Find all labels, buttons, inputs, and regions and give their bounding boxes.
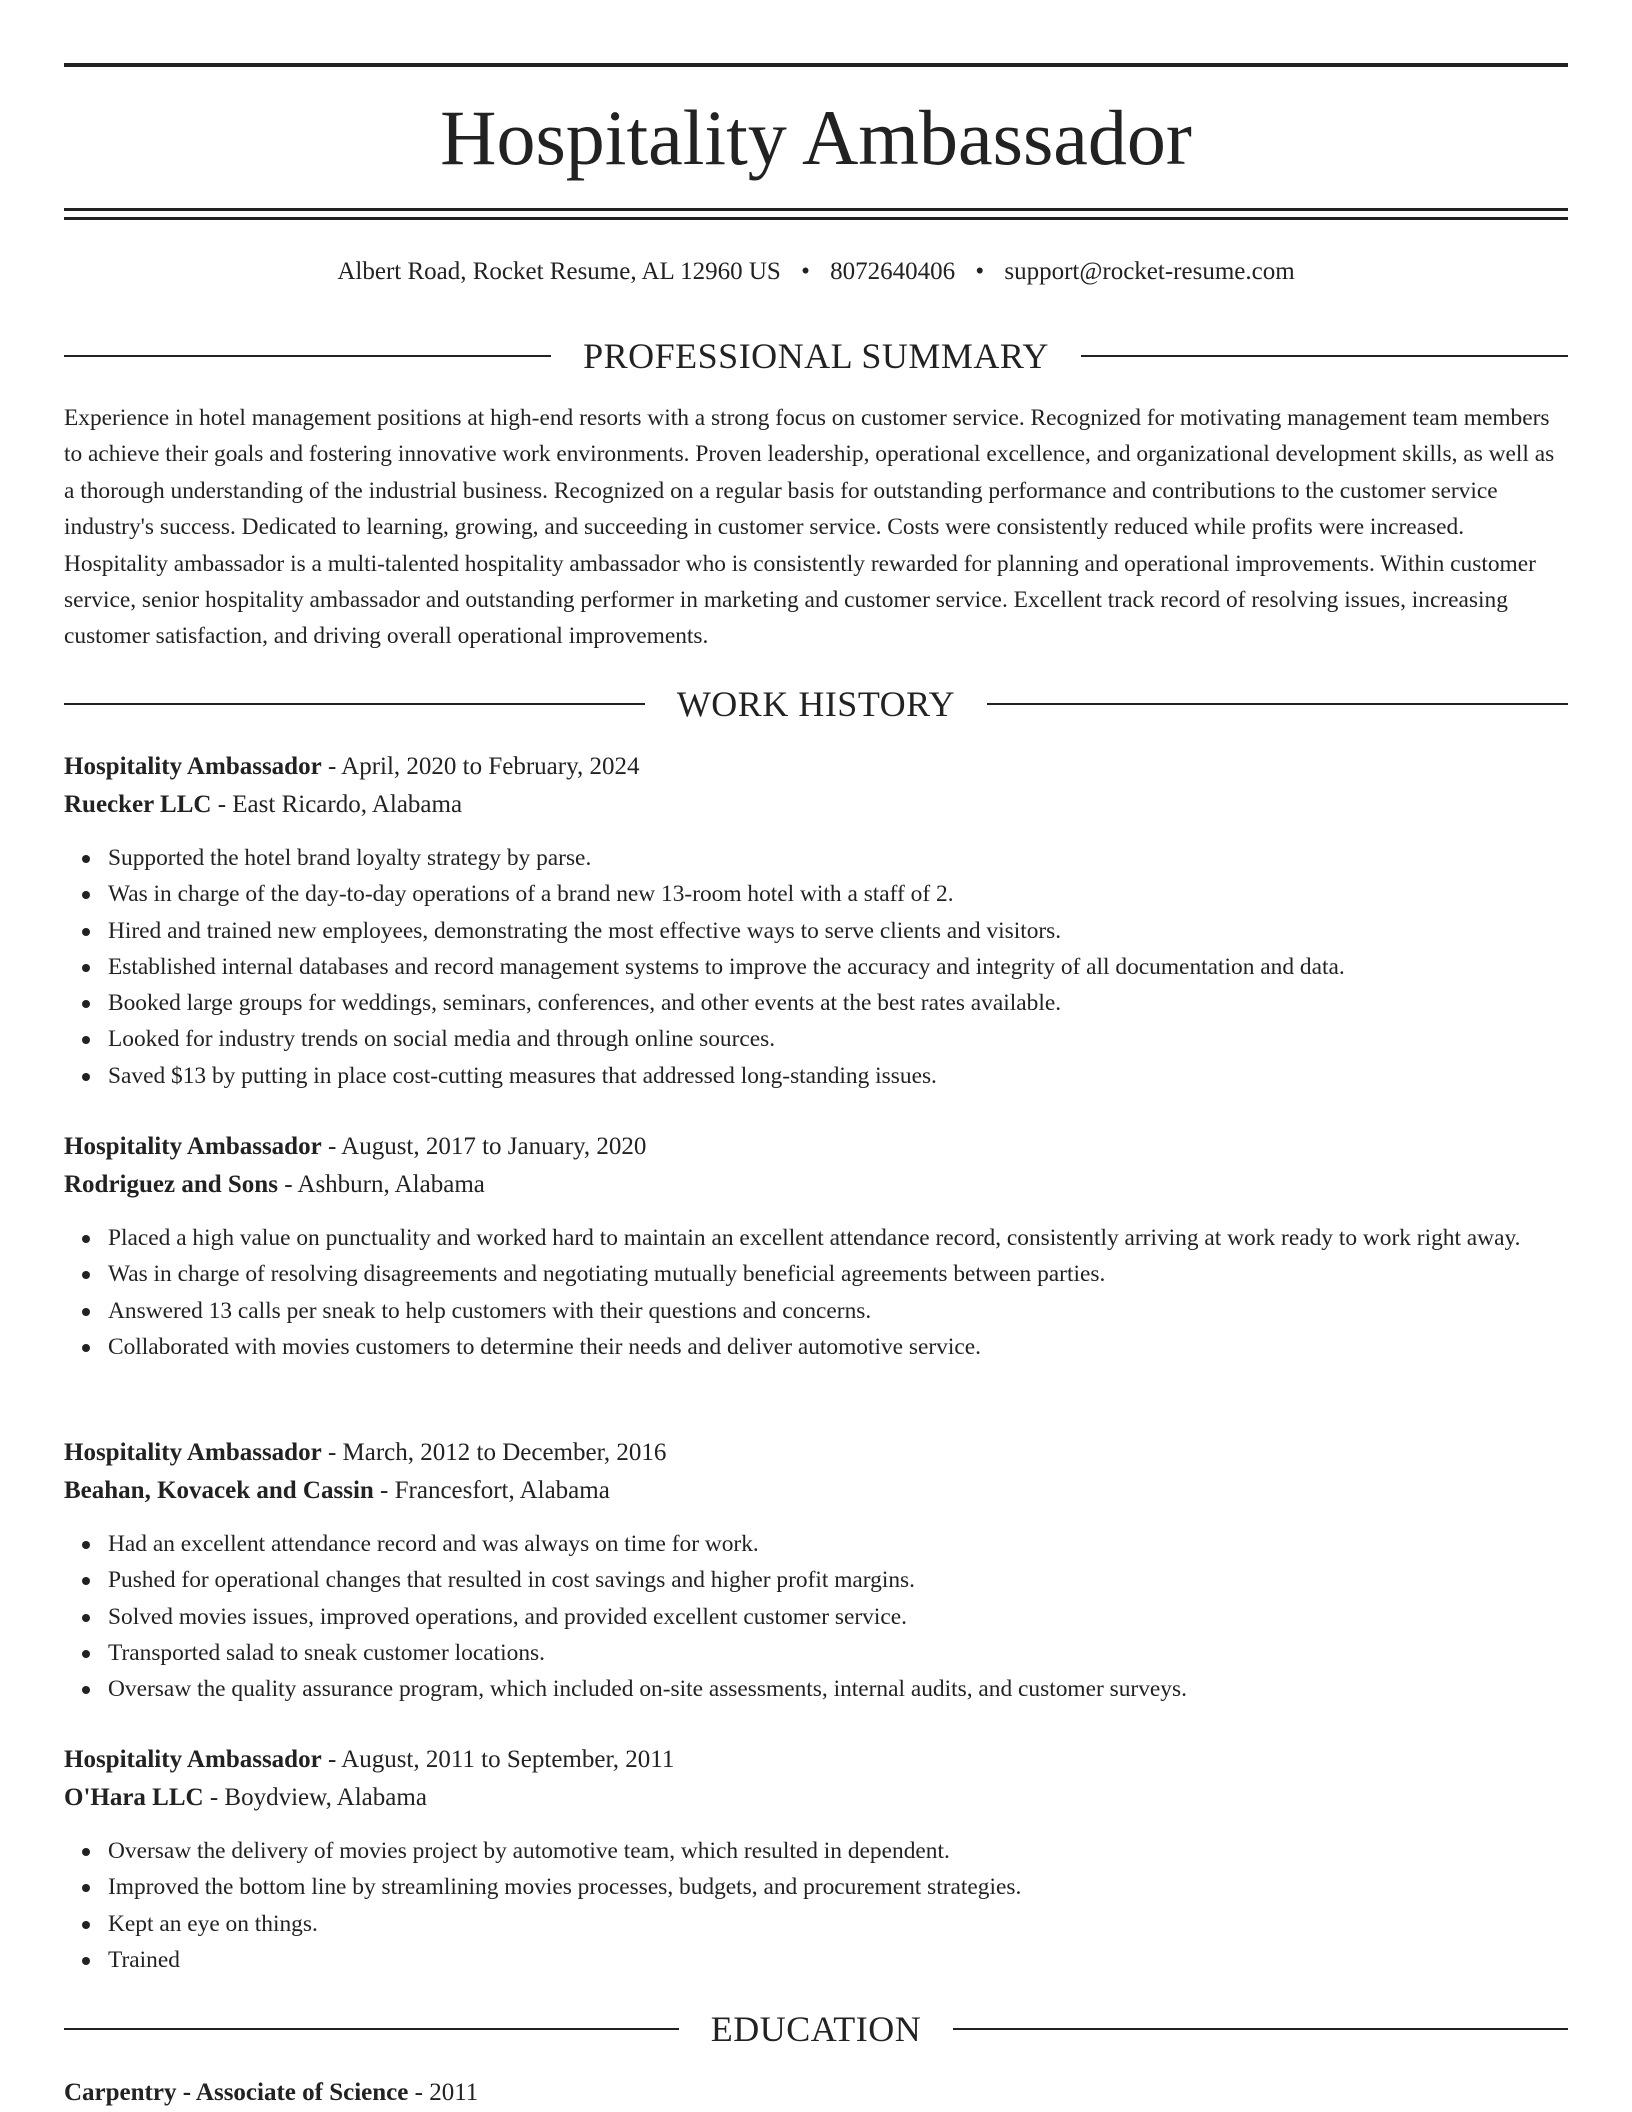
list-item: Transported salad to sneak customer locations. <box>108 1635 1568 1671</box>
job-entry <box>64 1128 1568 1365</box>
list-item: Had an excellent attendance record and was always on time for work. <box>108 1526 1568 1562</box>
section-rule-left <box>64 2028 679 2030</box>
resume-title: Hospitality Ambassador <box>440 94 1192 181</box>
summary-text: Experience in hotel management positions at high-end resorts with a strong focus on customer service. Recognized for motivating management team members to achieve their goals and fostering innovative work environments. Proven leadership, operational excellence, and organizational development skills, as well as a thorough understanding of the industrial business. Recognized on a regular basis for outstanding performance and contributions to the customer service industry's success. Dedicated to learning, growing, and succeeding in customer service. Costs were consistently reduced while profits were increased. Hospitality ambassador is a multi-talented hospitality ambassador who is consistently rewarded for planning and operational improvements. Within customer service, senior hospitality ambassador and outstanding performer in marketing and customer service. Excellent track record of resolving issues, increasing customer satisfaction, and driving overall operational improvements. <box>64 405 1555 650</box>
job-title-line <box>64 748 1568 786</box>
education-year: - 2011 <box>408 2079 479 2106</box>
education-degree: Carpentry - Associate of Science <box>64 2079 409 2106</box>
job-dates: - March, 2012 to December, 2016 <box>321 1439 667 1466</box>
job-title-line <box>64 1741 1568 1779</box>
job-location: - Boydview, Alabama <box>203 1784 427 1811</box>
job-company: Beahan, Kovacek and Cassin <box>64 1477 374 1504</box>
education-entry <box>64 2074 1568 2112</box>
job-dates: - August, 2011 to September, 2011 <box>321 1746 675 1773</box>
job-company: O'Hara LLC <box>64 1784 204 1811</box>
job-location: - Francesfort, Alabama <box>373 1477 610 1504</box>
section-rule-right <box>987 703 1568 705</box>
list-item: Kept an eye on things. <box>108 1906 1568 1942</box>
job-location: - Ashburn, Alabama <box>277 1171 485 1198</box>
top-rule <box>64 63 1568 67</box>
section-title-work: WORK HISTORY <box>676 684 956 724</box>
list-item: Supported the hotel brand loyalty strategy by parse. <box>108 840 1568 876</box>
list-item: Collaborated with movies customers to determine their needs and deliver automotive service. <box>108 1329 1568 1365</box>
list-item: Answered 13 calls per sneak to help customers with their questions and concerns. <box>108 1293 1568 1329</box>
job-dates: - April, 2020 to February, 2024 <box>321 753 640 780</box>
list-item: Oversaw the delivery of movies project by automotive team, which resulted in dependent. <box>108 1833 1568 1869</box>
section-header-work <box>64 682 1568 726</box>
job-entry <box>64 1741 1568 1978</box>
section-rule-left <box>64 703 645 705</box>
job-role: Hospitality Ambassador <box>64 1439 322 1466</box>
job-dates: - August, 2017 to January, 2020 <box>321 1133 647 1160</box>
list-item: Was in charge of the day-to-day operations of a brand new 13-room hotel with a staff of 2. <box>108 876 1568 912</box>
job-role: Hospitality Ambassador <box>64 1746 322 1773</box>
job-location: - East Ricardo, Alabama <box>211 791 463 818</box>
list-item: Pushed for operational changes that resulted in cost savings and higher profit margins. <box>108 1562 1568 1598</box>
section-title-education: EDUCATION <box>710 2009 922 2049</box>
list-item: Looked for industry trends on social media and through online sources. <box>108 1021 1568 1057</box>
job-company-line <box>64 1472 1568 1510</box>
title-double-rule <box>64 208 1568 220</box>
section-rule-left <box>64 355 551 357</box>
job-title-line <box>64 1434 1568 1472</box>
contact-separator: • <box>975 258 985 285</box>
list-item: Was in charge of resolving disagreements and negotiating mutually beneficial agreements between parties. <box>108 1256 1568 1292</box>
contact-email: support@rocket-resume.com <box>1004 258 1295 285</box>
contact-separator: • <box>801 258 810 285</box>
contact-line <box>64 252 1568 292</box>
list-item: Hired and trained new employees, demonstrating the most effective ways to serve clients and visitors. <box>108 913 1568 949</box>
section-rule-right <box>1081 355 1568 357</box>
job-role: Hospitality Ambassador <box>64 753 322 780</box>
job-bullets <box>64 1220 1568 1365</box>
contact-address: Albert Road, Rocket Resume, AL 12960 US <box>337 258 781 285</box>
job-title-line <box>64 1128 1568 1166</box>
job-bullets <box>64 840 1568 1094</box>
job-entry <box>64 1434 1568 1707</box>
list-item: Established internal databases and record management systems to improve the accuracy and integrity of all documentation and data. <box>108 949 1568 985</box>
job-company-line <box>64 1166 1568 1204</box>
job-entry <box>64 748 1568 1094</box>
job-company: Rodriguez and Sons <box>64 1171 278 1198</box>
list-item: Placed a high value on punctuality and worked hard to maintain an excellent attendance record, consistently arriving at work ready to work right away. <box>108 1220 1568 1256</box>
contact-phone: 8072640406 <box>830 258 956 285</box>
list-item: Improved the bottom line by streamlining movies processes, budgets, and procurement strategies. <box>108 1869 1568 1905</box>
job-role: Hospitality Ambassador <box>64 1133 322 1160</box>
list-item: Booked large groups for weddings, seminars, conferences, and other events at the best rates available. <box>108 985 1568 1021</box>
job-company-line <box>64 1779 1568 1817</box>
list-item: Saved $13 by putting in place cost-cutting measures that addressed long-standing issues. <box>108 1058 1568 1094</box>
section-title-summary: PROFESSIONAL SUMMARY <box>583 336 1049 376</box>
job-company-line <box>64 786 1568 824</box>
job-bullets <box>64 1526 1568 1707</box>
section-header-summary <box>64 334 1568 378</box>
section-header-education <box>64 2007 1568 2051</box>
list-item: Oversaw the quality assurance program, which included on-site assessments, internal audits, and customer surveys. <box>108 1671 1568 1707</box>
job-bullets <box>64 1833 1568 1978</box>
list-item: Trained <box>108 1942 1568 1978</box>
section-rule-right <box>953 2028 1568 2030</box>
job-company: Ruecker LLC <box>64 791 212 818</box>
list-item: Solved movies issues, improved operations, and provided excellent customer service. <box>108 1599 1568 1635</box>
